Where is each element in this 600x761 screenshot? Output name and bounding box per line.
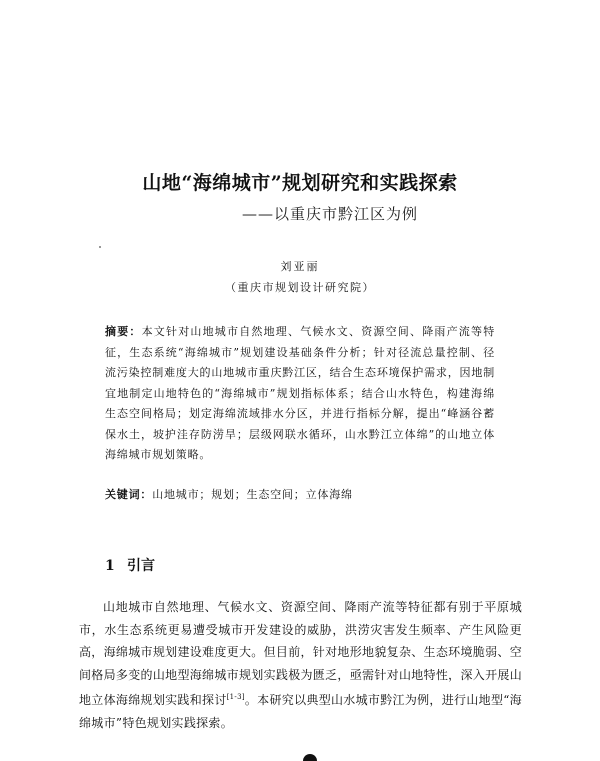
section-number: 1 [105,558,115,574]
paper-title: 山地“海绵城市”规划研究和实践探索 [142,172,458,194]
abstract-text: 本文针对山地城市自然地理、气候水文、资源空间、降雨产流等特征，生态系统“海绵城市”规划建设基础条件分析；针对径流总量控制、径流污染控制难度大的山地城市重庆黔江区，结合生态环境保护需求，因地制宜地制定山地特色的“海绵城市”规划指标体系；结合山水特色，构建海绵生态空间格局；划定海绵流域排水分区，并进行指标分解，提出“峰涵谷蓄保水土，坡护洼存防涝旱；层级网联水循环，山水黔江立体绵”的山地立体海绵城市规划策略。 [105,325,495,461]
section-title: 引言 [127,558,155,574]
scan-speck [99,246,101,248]
keywords-label: 关键词： [105,488,153,501]
author-affiliation: （重庆市规划设计研究院） [225,281,375,294]
page-bottom-mark [303,754,317,761]
paper-subtitle: ——以重庆市黔江区为例 [241,205,418,223]
author-name: 刘亚丽 [280,260,320,273]
keywords-text: 山地城市；规划；生态空间；立体海绵 [152,488,353,501]
section-heading [105,555,155,575]
body-text: 山地城市自然地理、气候水文、资源空间、降雨产流等特征都有别于平原城市，水生态系统更易遭受城市开发建设的威胁，洪涝灾害发生频率、产生风险更高，海绵城市规划建设难度更大。但目前，针对地形地貌复杂、生态环境脆弱、空间格局多变的山地型海绵城市规划实践极为匮乏，亟需针对山地特性，深入开展山地立体海绵规划实践和探讨 [79,600,522,707]
body-text-after: 。本研究以典型山水城市黔江为例，进行山地型“海绵城市”特色规划实践探索。 [79,693,522,730]
citation-mark: [1-3] [226,693,245,701]
keywords-block [105,485,495,505]
abstract-block [105,322,495,466]
body-paragraph [79,596,522,734]
abstract-label: 摘要： [105,325,142,338]
